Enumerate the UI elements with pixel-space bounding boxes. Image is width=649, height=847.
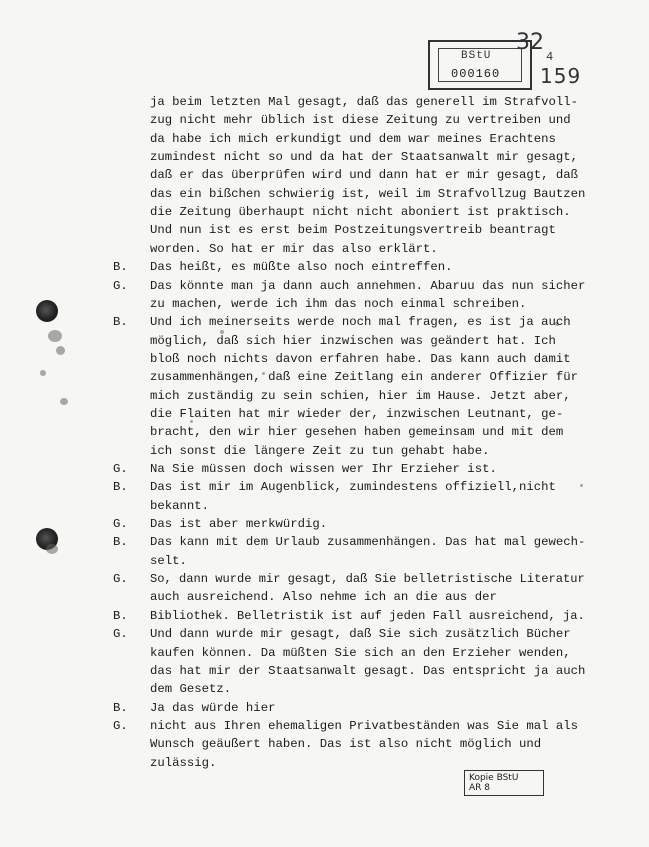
punch-hole-upper	[36, 300, 58, 322]
copy-stamp-label: Kopie BStU	[469, 773, 519, 783]
speaker-label: B.	[113, 535, 128, 550]
speaker-label: G.	[113, 718, 128, 733]
line-text: möglich, daß sich hier inzwischen was geändert hat. Ich	[150, 333, 556, 348]
archive-stamp-number: 000160	[451, 67, 501, 81]
line-text: Das ist aber merkwürdig.	[150, 517, 328, 532]
speaker-label: G.	[113, 572, 128, 587]
speaker-label: G.	[113, 627, 128, 642]
line-text: ja beim letzten Mal gesagt, daß das generell im Strafvoll-	[150, 95, 579, 109]
line-text: das hat mir der Staatsanwalt gesagt. Das entspricht ja auch	[150, 663, 586, 678]
line-text: zusammenhängen, daß eine Zeitlang ein anderer Offizier für	[150, 370, 579, 385]
line-text: das ein bißchen schwierig ist, weil im Strafvollzug Bautzen	[150, 186, 586, 201]
line-text: Das kann mit dem Urlaub zusammenhängen. Das hat mal gewech-	[150, 535, 586, 550]
line-text: zu machen, werde ich ihm das noch einmal schreiben.	[150, 296, 527, 311]
speaker-label: B.	[113, 315, 128, 330]
line-text: Und nun ist es erst beim Postzeitungsvertreib beantragt	[150, 223, 556, 238]
speaker-label: B.	[113, 260, 128, 275]
line-text: bekannt.	[150, 498, 210, 513]
line-text: Na Sie müssen doch wissen wer Ihr Erzieher ist.	[150, 462, 497, 476]
line-text: Das ist mir im Augenblick, zumindestens offiziell,nicht	[150, 480, 556, 495]
line-text: selt.	[150, 553, 187, 568]
line-text: auch ausreichend. Also nehme ich an die aus der	[150, 590, 497, 605]
speaker-label: B.	[113, 480, 128, 495]
line-text: daß er das überprüfen wird und dann hat er mir gesagt, daß	[150, 168, 579, 183]
line-text: worden. So hat er mir das also erklärt.	[150, 241, 438, 256]
line-text: nicht aus Ihren ehemaligen Privatbeständen was Sie mal als	[150, 718, 579, 733]
line-text: dem Gesetz.	[150, 682, 232, 697]
line-text: So, dann wurde mir gesagt, daß Sie belletristische Literatur	[150, 572, 585, 587]
line-text: kaufen können. Da müßten Sie sich an den Erzieher wenden,	[150, 645, 571, 660]
speaker-label: G.	[113, 462, 128, 476]
line-text: die Zeitung überhaupt nicht nicht aboniert ist praktisch.	[150, 205, 571, 220]
line-text: bloß noch nichts davon erfahren habe. Das kann auch damit	[150, 351, 571, 366]
line-text: Wunsch geäußert haben. Das ist also nicht möglich und	[150, 737, 542, 752]
handwritten-page-number: 159	[540, 64, 582, 88]
line-text: zulässig.	[150, 755, 217, 770]
speaker-label: G.	[113, 278, 128, 293]
line-text: Das könnte man ja dann auch annehmen. Abaruu das nun sicher	[150, 278, 586, 293]
line-text: ich sonst die längere Zeit zu tun gehabt habe.	[150, 443, 490, 458]
copy-stamp	[464, 770, 544, 796]
archive-stamp-inner-box	[438, 48, 522, 82]
line-text: Bibliothek. Belletristik ist auf jeden Fall ausreichend, ja.	[150, 608, 585, 623]
handwritten-number-small: 4	[546, 50, 554, 64]
line-text: Und dann wurde mir gesagt, daß Sie sich zusätzlich Bücher	[150, 627, 571, 642]
line-text: zumindest nicht so und da hat der Staatsanwalt mir gesagt,	[150, 150, 579, 165]
speaker-label: B.	[113, 608, 128, 623]
copy-stamp-ref: AR 8	[469, 783, 490, 793]
line-text: Das heißt, es müßte also noch eintreffen.	[150, 260, 453, 275]
line-text: bracht, den wir hier gesehen haben gemeinsam und mit dem	[150, 425, 564, 440]
line-text: Ja das würde hier	[150, 700, 276, 715]
line-text: Und ich meinerseits werde noch mal fragen, es ist ja auch	[150, 315, 571, 330]
line-text: da habe ich mich erkundigt und dem war meines Erachtens	[150, 131, 556, 146]
line-text: die Flaiten hat mir wieder der, inzwischen Leutnant, ge-	[150, 406, 564, 421]
handwritten-number-top: 32	[516, 30, 544, 55]
line-text: mich zuständig zu sein schien, hier im Hause. Jetzt aber,	[150, 388, 571, 403]
archive-stamp-label: BStU	[461, 50, 492, 62]
speaker-label: G.	[113, 517, 128, 532]
line-text: zug nicht mehr üblich ist diese Zeitung zu vertreiben und	[150, 113, 571, 128]
speaker-label: B.	[113, 700, 128, 715]
